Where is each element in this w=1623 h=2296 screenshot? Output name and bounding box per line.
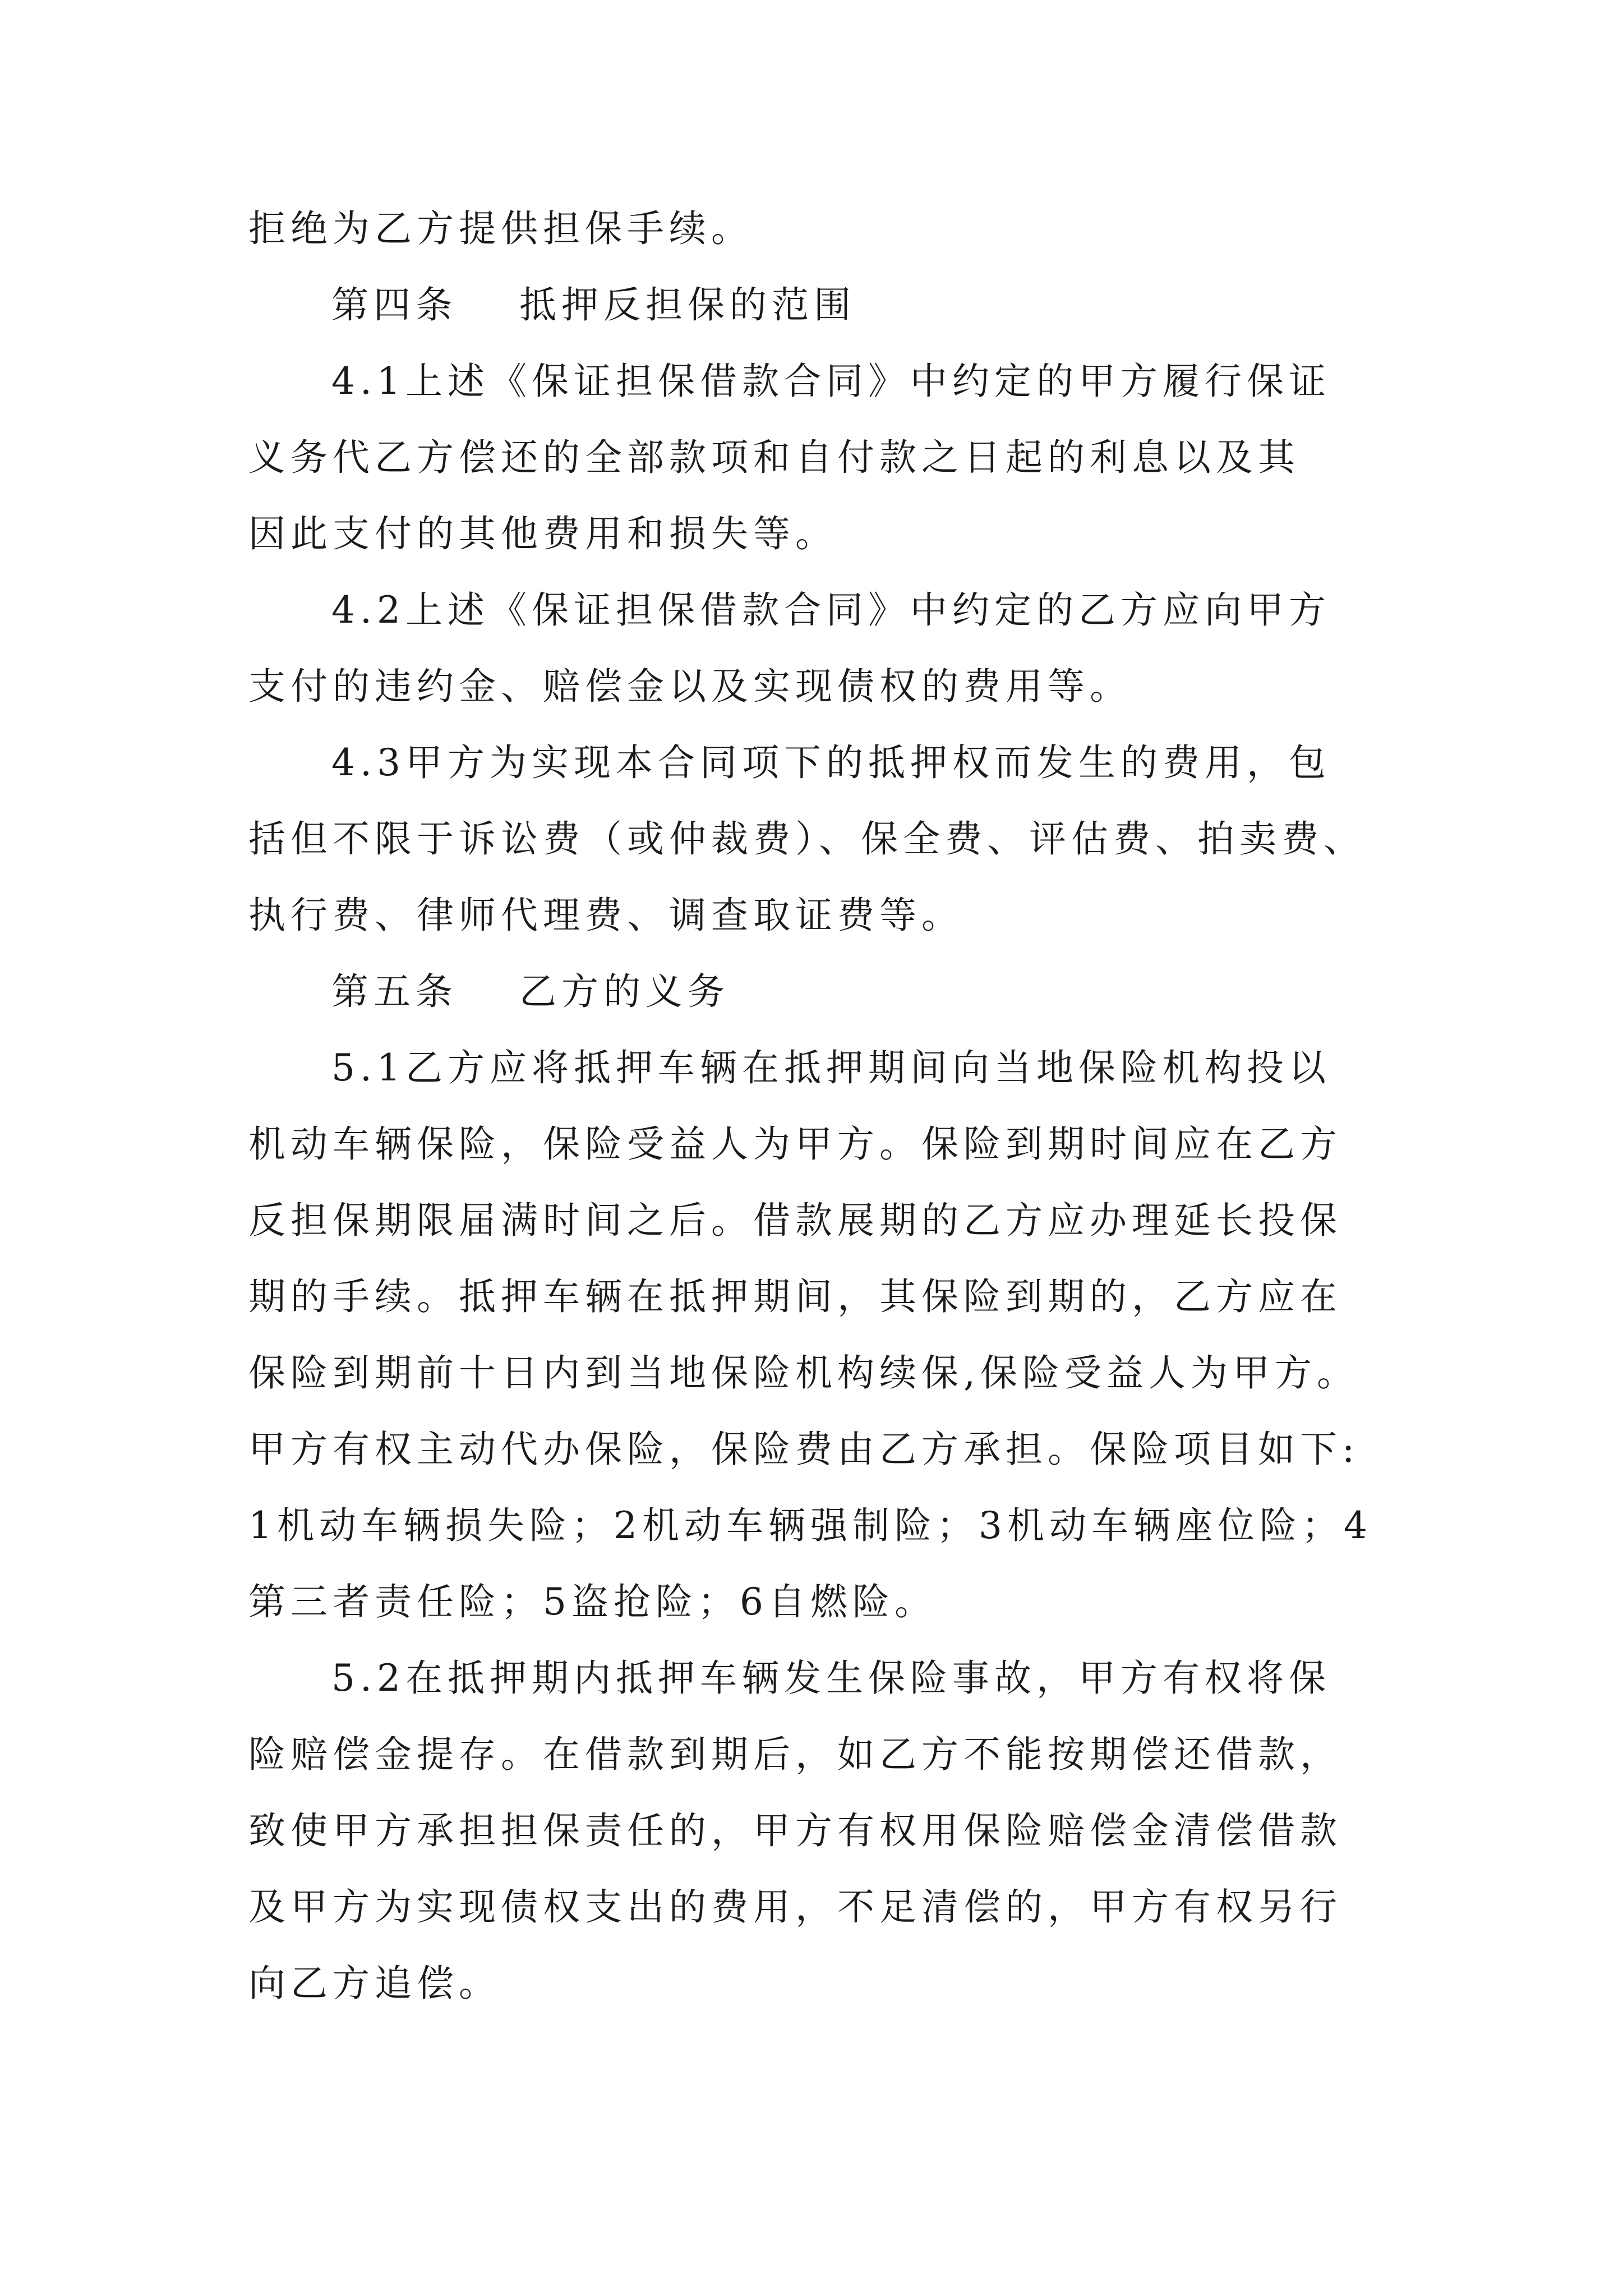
text-line: 险赔偿金提存。在借款到期后，如乙方不能按期偿还借款，: [248, 1733, 1342, 1776]
text-line: 1机动车辆损失险；2机动车辆强制险；3机动车辆座位险；4: [248, 1504, 1372, 1547]
article-heading-4: [248, 267, 1398, 343]
document-body: [248, 191, 1398, 2022]
text-line: 及甲方为实现债权支出的费用，不足清偿的，甲方有权另行: [248, 1885, 1342, 1929]
text-line: 甲方有权主动代办保险，保险费由乙方承担。保险项目如下:: [248, 1428, 1360, 1471]
text-line: 保险到期前十日内到当地保险机构续保,保险受益人为甲方。: [248, 1351, 1359, 1395]
clause-4-2-start: 4.2上述《保证担保借款合同》中约定的乙方应向甲方: [331, 588, 1331, 632]
text-line: 拒绝为乙方提供担保手续。: [248, 207, 753, 250]
text-line: 第三者责任险；5盗抢险；6自燃险。: [248, 1580, 937, 1623]
text-line: 因此支付的其他费用和损失等。: [248, 512, 837, 555]
text-line: 致使甲方承担担保责任的，甲方有权用保险赔偿金清偿借款: [248, 1809, 1342, 1852]
text-line: 反担保期限届满时间之后。借款展期的乙方应办理延长投保: [248, 1199, 1342, 1242]
clause-5-2-start: 5.2在抵押期内抵押车辆发生保险事故，甲方有权将保: [331, 1657, 1331, 1700]
text-line: 机动车辆保险，保险受益人为甲方。保险到期时间应在乙方: [248, 1122, 1342, 1166]
clause-4-3-start: 4.3甲方为实现本合同项下的抵押权而发生的费用，包: [331, 741, 1331, 784]
text-line: 向乙方追偿。: [248, 1962, 501, 2005]
article-heading-5: [248, 954, 1398, 1030]
article-title: 抵押反担保的范围: [519, 283, 856, 326]
text-line: 期的手续。抵押车辆在抵押期间，其保险到期的，乙方应在: [248, 1275, 1342, 1318]
article-number: 第四条: [331, 283, 458, 326]
clause-4-1-start: 4.1上述《保证担保借款合同》中约定的甲方履行保证: [331, 360, 1331, 403]
article-title: 乙方的义务: [519, 970, 730, 1013]
text-line: 执行费、律师代理费、调查取证费等。: [248, 894, 963, 937]
text-line: 义务代乙方偿还的全部款项和自付款之日起的利息以及其: [248, 436, 1300, 479]
text-line: 支付的违约金、赔偿金以及实现债权的费用等。: [248, 665, 1132, 708]
clause-5-1-start: 5.1乙方应将抵押车辆在抵押期间向当地保险机构投以: [331, 1046, 1331, 1089]
article-number: 第五条: [331, 970, 458, 1013]
text-line: 括但不限于诉讼费（或仲裁费）、保全费、评估费、拍卖费、: [248, 817, 1366, 861]
